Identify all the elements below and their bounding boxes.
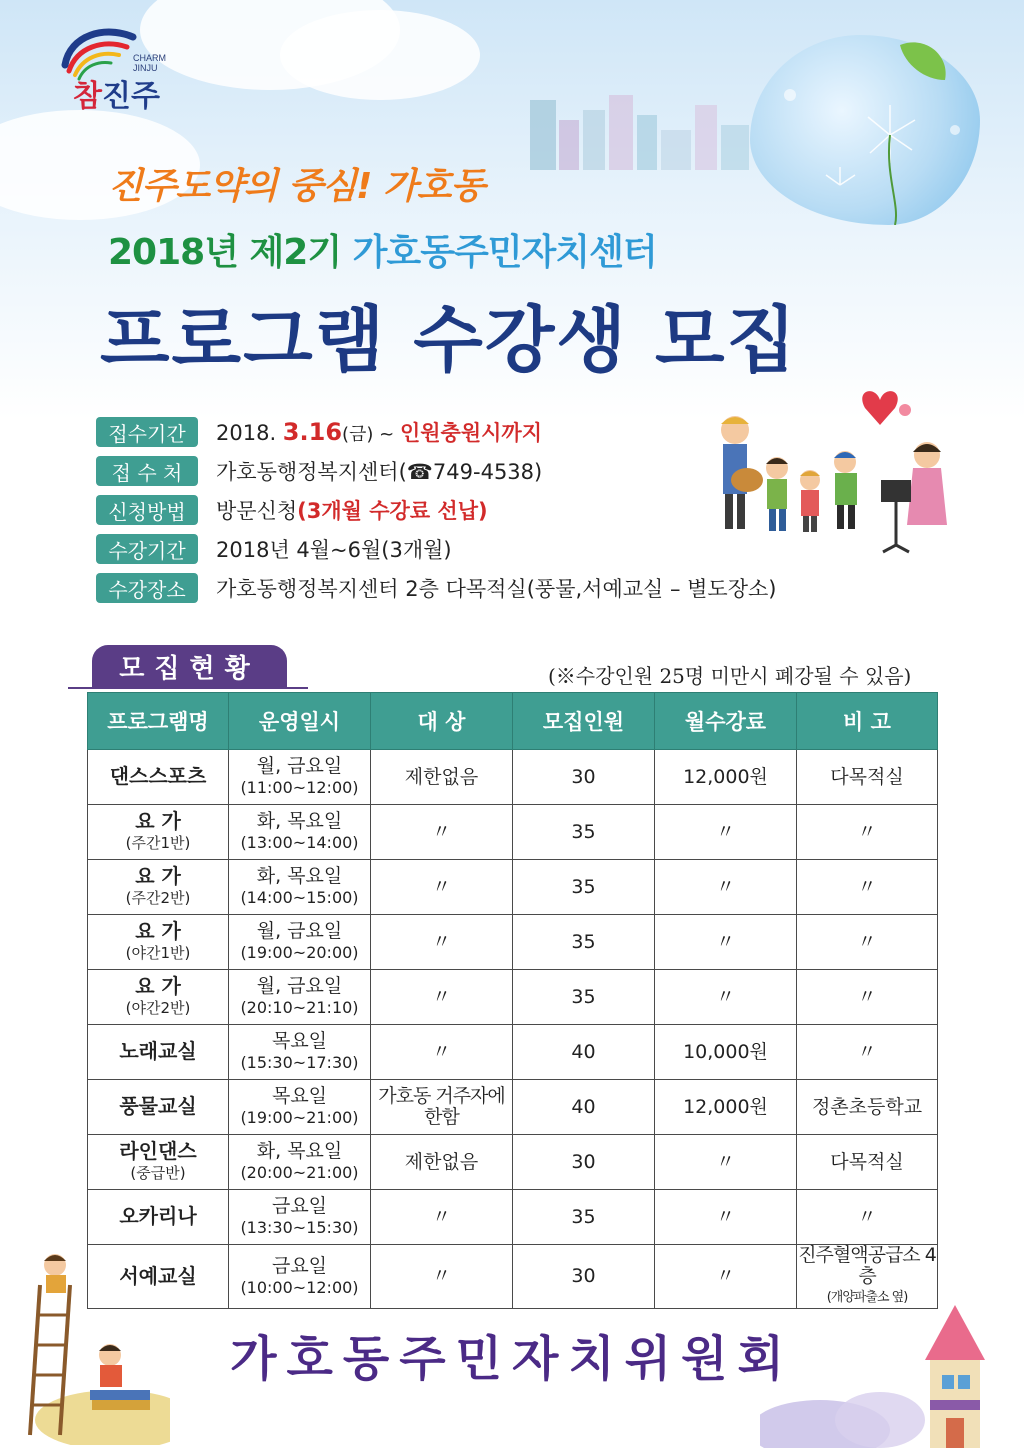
cell-target: 〃 — [371, 1025, 513, 1080]
cloud — [280, 10, 480, 100]
cell-count: 35 — [513, 805, 655, 860]
table-row — [88, 970, 938, 1025]
program-name: 라인댄스 — [119, 1138, 197, 1163]
table-row — [88, 1135, 938, 1190]
remark-text: 진주혈액공급소 4층 — [798, 1244, 936, 1287]
cell-schedule — [229, 915, 371, 970]
cell-remark — [797, 915, 938, 970]
subtitle-center: 가호동주민자치센터 — [352, 232, 657, 273]
program-class: (주간1반) — [125, 833, 191, 852]
schedule-time: (15:30~17:30) — [240, 1053, 359, 1072]
schedule-time: (13:00~14:00) — [240, 833, 359, 852]
table-row — [88, 860, 938, 915]
table-header-row — [88, 693, 938, 750]
schedule-time: (19:00~20:00) — [240, 943, 359, 962]
remark-text: 〃 — [857, 875, 877, 898]
cell-remark — [797, 1190, 938, 1245]
info-value: 가호동행정복지센터 2층 다목적실(풍물,서예교실 – 별도장소) — [216, 577, 777, 601]
program-name: 풍물교실 — [119, 1094, 197, 1118]
cell-program — [88, 970, 229, 1025]
cell-target: 〃 — [371, 860, 513, 915]
slogan: 진주도약의 중심! 가호동 — [108, 166, 485, 207]
logo-en-line1: CHARM — [133, 53, 166, 63]
cell-program — [88, 1135, 229, 1190]
header-schedule: 운영일시 — [229, 693, 371, 750]
table-body — [88, 750, 938, 1309]
cell-program — [88, 1025, 229, 1080]
cell-fee: 〃 — [655, 860, 797, 915]
info-row-reception-period — [96, 416, 542, 448]
remark-sub: (개양파출소 옆) — [826, 1290, 908, 1305]
program-name: 요 가 — [135, 918, 181, 943]
cell-program — [88, 805, 229, 860]
schedule-time: (20:00~21:00) — [240, 1163, 359, 1182]
cell-schedule — [229, 970, 371, 1025]
info-value: 가호동행정복지센터(☎749-4538) — [216, 460, 543, 484]
cell-schedule — [229, 860, 371, 915]
remark-text: 〃 — [857, 1040, 877, 1063]
cell-count: 30 — [513, 1135, 655, 1190]
cell-target: 〃 — [371, 970, 513, 1025]
remark-text: 다목적실 — [830, 1150, 904, 1173]
cell-program — [88, 860, 229, 915]
remark-text: 〃 — [857, 820, 877, 843]
program-class: (야간2반) — [125, 998, 191, 1017]
cell-count: 35 — [513, 915, 655, 970]
cell-program — [88, 1080, 229, 1135]
schedule-days: 화, 목요일 — [256, 865, 343, 887]
reception-until: 인원충원시까지 — [399, 421, 542, 445]
table-row — [88, 750, 938, 805]
remark-text: 정촌초등학교 — [811, 1095, 923, 1118]
cell-schedule — [229, 1190, 371, 1245]
cell-target: 제한없음 — [371, 750, 513, 805]
cell-remark — [797, 1025, 938, 1080]
cell-schedule — [229, 805, 371, 860]
schedule-days: 목요일 — [271, 1030, 328, 1052]
program-class: (중급반) — [130, 1163, 186, 1182]
table-row — [88, 1245, 938, 1309]
cell-count: 35 — [513, 860, 655, 915]
cell-target: 〃 — [371, 805, 513, 860]
program-name: 요 가 — [135, 863, 181, 888]
cell-fee: 〃 — [655, 1135, 797, 1190]
program-table — [87, 692, 938, 1309]
header-count: 모집인원 — [513, 693, 655, 750]
cell-count: 30 — [513, 750, 655, 805]
music-band-illustration — [705, 380, 975, 555]
schedule-days: 화, 목요일 — [256, 810, 343, 832]
cell-schedule — [229, 1245, 371, 1309]
schedule-days: 월, 금요일 — [256, 755, 343, 777]
table-row — [88, 1025, 938, 1080]
cell-schedule — [229, 1025, 371, 1080]
cell-fee: 〃 — [655, 805, 797, 860]
info-label: 접수기간 — [96, 417, 198, 447]
cell-target: 〃 — [371, 1245, 513, 1309]
program-class: (야간1반) — [125, 943, 191, 962]
cell-count: 40 — [513, 1080, 655, 1135]
cell-count: 35 — [513, 1190, 655, 1245]
cell-fee: 〃 — [655, 915, 797, 970]
logo-jinju: 진주 — [101, 79, 160, 114]
cell-fee: 12,000원 — [655, 750, 797, 805]
reception-date: 3.16 — [282, 418, 343, 446]
page-title: 프로그램 수강생 모집 — [100, 298, 799, 382]
logo-korean — [73, 71, 160, 115]
schedule-days: 화, 목요일 — [256, 1140, 343, 1162]
schedule-days: 목요일 — [271, 1085, 328, 1107]
cell-remark — [797, 860, 938, 915]
cell-remark — [797, 1245, 938, 1309]
cell-remark — [797, 1080, 938, 1135]
program-name: 요 가 — [135, 973, 181, 998]
header-target: 대 상 — [371, 693, 513, 750]
schedule-days: 월, 금요일 — [256, 975, 343, 997]
cell-schedule — [229, 1080, 371, 1135]
cell-target: 〃 — [371, 1190, 513, 1245]
cell-fee: 10,000원 — [655, 1025, 797, 1080]
table-row — [88, 915, 938, 970]
schedule-time: (13:30~15:30) — [240, 1218, 359, 1237]
info-label: 접 수 처 — [96, 456, 198, 486]
info-value — [216, 495, 488, 525]
cell-target: 가호동 거주자에 한함 — [371, 1080, 513, 1135]
cell-program — [88, 750, 229, 805]
program-class: (주간2반) — [125, 888, 191, 907]
organizer-footer: 가호동주민자치위원회 — [230, 1331, 794, 1387]
table-row — [88, 1190, 938, 1245]
cell-target: 제한없음 — [371, 1135, 513, 1190]
cell-count: 30 — [513, 1245, 655, 1309]
cell-remark — [797, 1135, 938, 1190]
cell-target: 〃 — [371, 915, 513, 970]
logo-en-line2: JINJU — [133, 63, 158, 73]
header-fee: 월수강료 — [655, 693, 797, 750]
program-name: 댄스스포츠 — [109, 764, 207, 788]
header-remark: 비 고 — [797, 693, 938, 750]
cell-program — [88, 915, 229, 970]
reception-year: 2018. — [216, 421, 283, 445]
schedule-time: (14:00~15:00) — [240, 888, 359, 907]
subtitle-year: 2018년 제2기 — [108, 232, 353, 273]
program-name: 요 가 — [135, 808, 181, 833]
program-name: 오카리나 — [119, 1204, 197, 1228]
schedule-time: (19:00~21:00) — [240, 1108, 359, 1127]
remark-text: 〃 — [857, 985, 877, 1008]
dandelion-icon — [750, 35, 980, 225]
logo-english — [133, 53, 166, 73]
schedule-days: 월, 금요일 — [256, 920, 343, 942]
logo-cham: 참 — [73, 79, 102, 114]
info-row-course-period — [96, 533, 452, 565]
program-name: 노래교실 — [119, 1039, 197, 1063]
remark-text: 다목적실 — [830, 765, 904, 788]
header-program: 프로그램명 — [88, 693, 229, 750]
schedule-time: (11:00~12:00) — [240, 778, 359, 797]
cell-count: 40 — [513, 1025, 655, 1080]
section-underline — [68, 687, 308, 689]
cell-schedule — [229, 1135, 371, 1190]
info-value — [216, 417, 542, 447]
info-row-apply-method — [96, 494, 488, 526]
cell-remark — [797, 970, 938, 1025]
remark-text: 〃 — [857, 1205, 877, 1228]
info-row-course-place — [96, 572, 777, 604]
closing-note: (※수강인원 25명 미만시 폐강될 수 있음) — [548, 664, 912, 688]
schedule-days: 금요일 — [271, 1195, 328, 1217]
table-row — [88, 1080, 938, 1135]
remark-text: 〃 — [857, 930, 877, 953]
schedule-time: (20:10~21:10) — [240, 998, 359, 1017]
schedule-time: (10:00~12:00) — [240, 1277, 359, 1297]
cell-count: 35 — [513, 970, 655, 1025]
info-row-reception-place — [96, 455, 542, 487]
section-title: 모집현황 — [92, 645, 287, 687]
buildings-illustration — [525, 90, 755, 170]
cell-fee: 〃 — [655, 1190, 797, 1245]
cell-fee: 〃 — [655, 970, 797, 1025]
info-label: 수강기간 — [96, 534, 198, 564]
table-row — [88, 805, 938, 860]
city-logo — [55, 25, 185, 115]
cell-fee: 〃 — [655, 1245, 797, 1309]
info-label: 수강장소 — [96, 573, 198, 603]
schedule-days: 금요일 — [271, 1254, 328, 1277]
cell-remark — [797, 750, 938, 805]
dandelion-blob-illustration — [750, 35, 980, 225]
info-label: 신청방법 — [96, 495, 198, 525]
subtitle — [108, 224, 657, 275]
apply-method-note: (3개월 수강료 선납) — [297, 499, 488, 523]
info-value: 2018년 4월~6월(3개월) — [216, 538, 452, 562]
reception-day: (금) ~ — [342, 424, 400, 445]
cell-remark — [797, 805, 938, 860]
cell-program — [88, 1190, 229, 1245]
program-name: 서예교실 — [119, 1263, 197, 1288]
apply-method-value: 방문신청 — [216, 499, 298, 523]
cell-fee: 12,000원 — [655, 1080, 797, 1135]
cell-schedule — [229, 750, 371, 805]
